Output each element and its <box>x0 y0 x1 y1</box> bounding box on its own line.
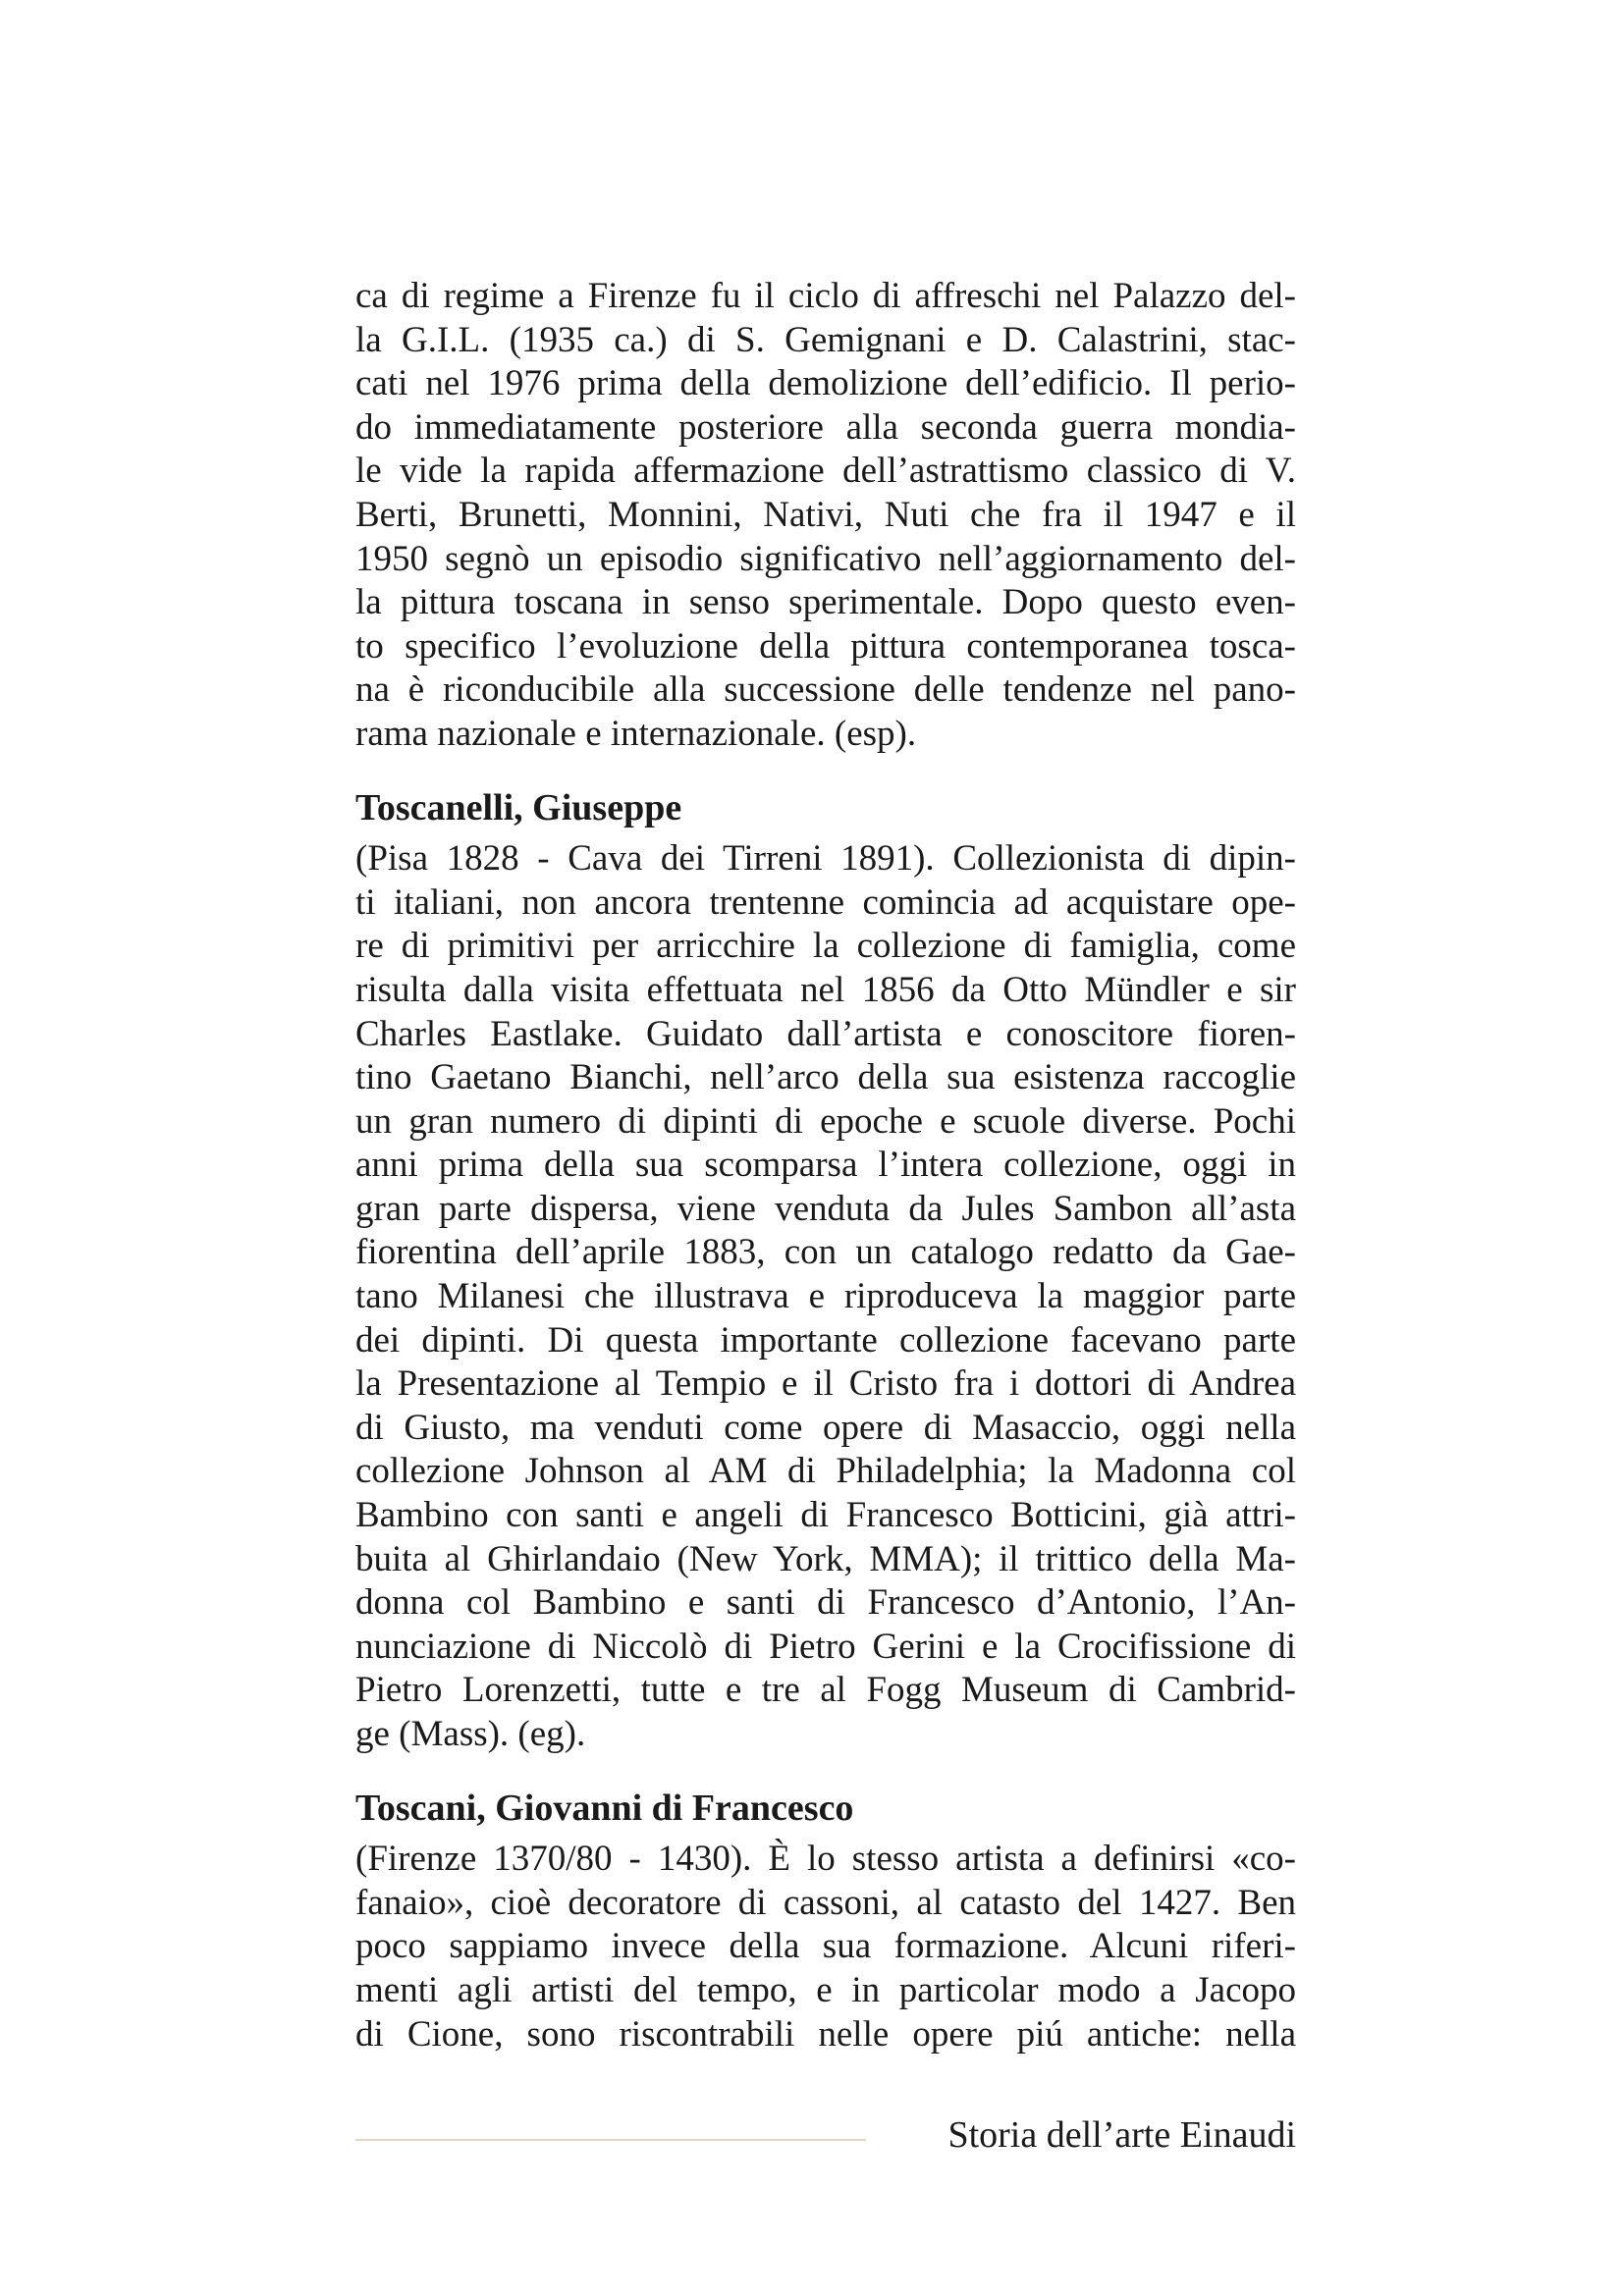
text-line: Bambino con santi e angeli di Francesco Botticini, già attri- <box>355 1495 1296 1536</box>
text-line: na è riconducibile alla successione delle tendenze nel pano- <box>355 669 1296 711</box>
footer-title: Storia dell’arte Einaudi <box>947 2114 1296 2156</box>
heading-gap <box>355 829 1296 837</box>
text-line: (Firenze 1370/80 - 1430). È lo stesso artista a definirsi «co- <box>355 1839 1296 1880</box>
text-line: 1950 segnò un episodio significativo nell’aggiornamento del- <box>355 538 1296 579</box>
text-line: tano Milanesi che illustrava e riproduceva la maggior parte <box>355 1276 1296 1317</box>
text-line: un gran numero di dipinti di epoche e scuole diverse. Pochi <box>355 1100 1296 1142</box>
text-line: la pittura toscana in senso sperimentale. Dopo questo even- <box>355 582 1296 623</box>
text-line: fanaio», cioè decoratore di cassoni, al catasto del 1427. Ben <box>355 1882 1296 1923</box>
text-line: ge (Mass). (eg). <box>355 1714 586 1754</box>
page-body <box>355 275 1296 2056</box>
text-line: nunciazione di Niccolò di Pietro Gerini e la Crocifissione di <box>355 1626 1296 1667</box>
text-line: la G.I.L. (1935 ca.) di S. Gemignani e D. Calastrini, stac- <box>355 319 1296 360</box>
text-line: dei dipinti. Di questa importante collezione facevano parte <box>355 1319 1296 1361</box>
section-gap <box>355 1757 1296 1787</box>
text-line: poco sappiamo invece della sua formazione. Alcuni riferi- <box>355 1926 1296 1967</box>
entry-toscanelli <box>355 786 1296 1757</box>
text-line: to specifico l’evoluzione della pittura contemporanea tosca- <box>355 625 1296 667</box>
text-line: gran parte dispersa, viene venduta da Jules Sambon all’asta <box>355 1188 1296 1229</box>
entry-heading: Toscani, Giovanni di Francesco <box>355 1787 854 1829</box>
entry-toscani <box>355 1787 1296 2057</box>
text-line: anni prima della sua scomparsa l’intera collezione, oggi in <box>355 1145 1296 1186</box>
paragraph-continuation <box>355 275 1296 757</box>
entry-heading: Toscanelli, Giuseppe <box>355 786 682 828</box>
section-gap <box>355 757 1296 786</box>
text-line: (Pisa 1828 - Cava dei Tirreni 1891). Collezionista di dipin- <box>355 838 1296 880</box>
text-line: do immediatamente posteriore alla seconda guerra mondia- <box>355 406 1296 448</box>
text-line: buita al Ghirlandaio (New York, MMA); il trittico della Ma- <box>355 1538 1296 1579</box>
text-line: donna col Bambino e santi di Francesco d’Antonio, l’An- <box>355 1582 1296 1624</box>
text-line: ca di regime a Firenze fu il ciclo di affreschi nel Palazzo del- <box>355 276 1296 316</box>
text-line: rama nazionale e internazionale. (esp). <box>355 713 917 754</box>
footer-rule <box>355 2139 866 2141</box>
text-line: risulta dalla visita effettuata nel 1856 da Otto Mündler e sir <box>355 969 1296 1010</box>
text-line: la Presentazione al Tempio e il Cristo fra i dottori di Andrea <box>355 1363 1296 1405</box>
text-line: le vide la rapida affermazione dell’astrattismo classico di V. <box>355 451 1296 492</box>
text-line: di Giusto, ma venduti come opere di Masaccio, oggi nella <box>355 1407 1296 1448</box>
heading-gap <box>355 1830 1296 1838</box>
text-line: fiorentina dell’aprile 1883, con un catalogo redatto da Gae- <box>355 1232 1296 1273</box>
text-line: tino Gaetano Bianchi, nell’arco della sua esistenza raccoglie <box>355 1057 1296 1098</box>
text-line: Berti, Brunetti, Monnini, Nativi, Nuti che fra il 1947 e il <box>355 494 1296 535</box>
text-line: Charles Eastlake. Guidato dall’artista e conoscitore fioren- <box>355 1013 1296 1054</box>
text-line: cati nel 1976 prima della demolizione dell’edificio. Il perio- <box>355 363 1296 404</box>
text-line: re di primitivi per arricchire la collezione di famiglia, come <box>355 926 1296 967</box>
text-line: Pietro Lorenzetti, tutte e tre al Fogg Museum di Cambrid- <box>355 1670 1296 1711</box>
text-line: ti italiani, non ancora trentenne comincia ad acquistare ope- <box>355 881 1296 923</box>
text-line: menti agli artisti del tempo, e in particolar modo a Jacopo <box>355 1969 1296 2010</box>
text-line: di Cione, sono riscontrabili nelle opere piú antiche: nella <box>355 2013 1296 2055</box>
text-line: collezione Johnson al AM di Philadelphia; la Madonna col <box>355 1451 1296 1492</box>
